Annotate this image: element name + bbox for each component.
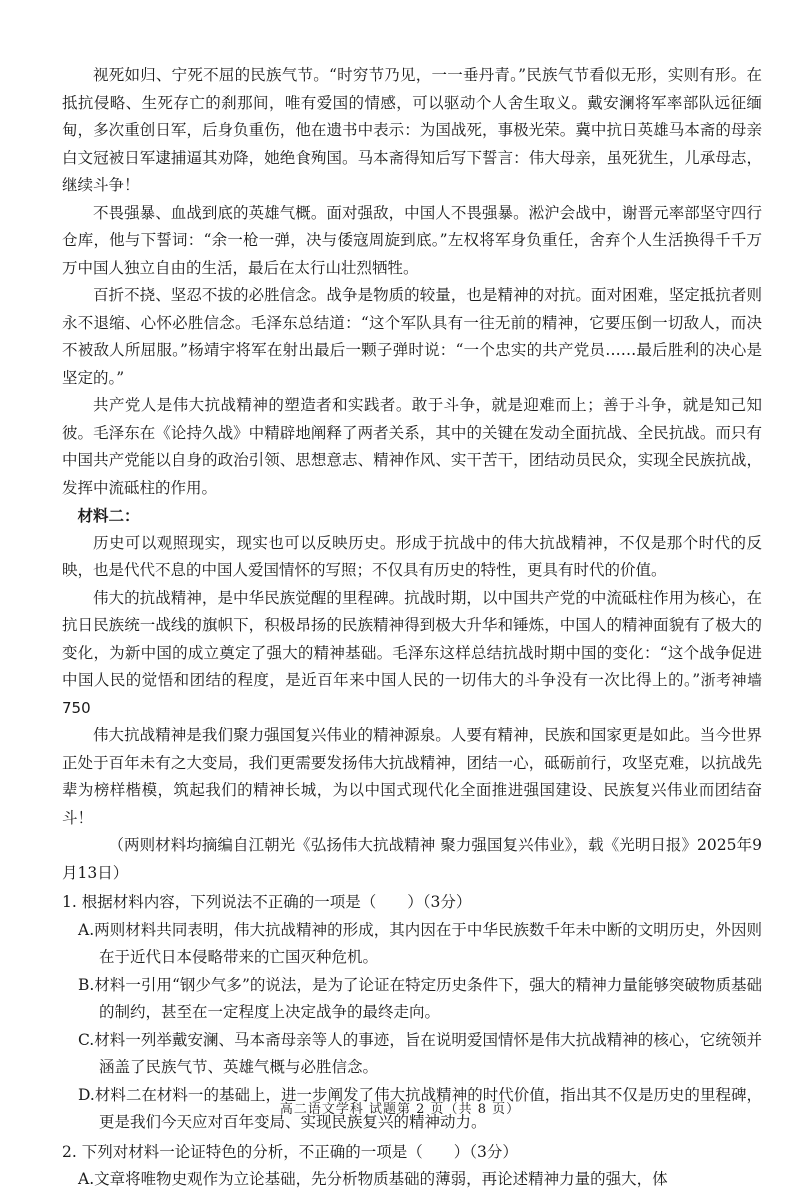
option-letter: C. xyxy=(78,1030,95,1049)
question-number: 2. xyxy=(62,1142,77,1161)
question-stem-text: 下列对材料一论证特色的分析，不正确的一项是（ ）（3分） xyxy=(81,1142,518,1161)
option-text: 材料一引用“钢少气多”的说法，是为了论证在特定历史条件下，强大的精神力量能够突破物质基础的制约，甚至在一定程度上决定战争的最终走向。 xyxy=(94,975,762,1021)
material-two-paragraph: 伟大抗战精神是我们聚力强国复兴伟业的精神源泉。人要有精神，民族和国家更是如此。当今世界正处于百年未有之大变局，我们更需要发扬伟大抗战精神，团结一心，砥砺前行，攻坚克难，以抗战先辈为榜样楷模，筑起我们的精神长城，为以中国式现代化全面推进强国建设、民族复兴伟业而团结奋斗！ xyxy=(62,726,762,827)
option-letter: A. xyxy=(78,1170,95,1188)
question-1-option-c xyxy=(62,1027,762,1082)
watermark-stamp: 浙考神墙750 xyxy=(62,671,762,717)
option-letter: D. xyxy=(78,1085,95,1104)
material-one-paragraph: 视死如归、宁死不屈的民族气节。“时穷节乃见，一一垂丹青。”民族气节看似无形，实则有形。在抵抗侵略、生死存亡的刹那间，唯有爱国的情感，可以驱动个人舍生取义。戴安澜将军率部队远征缅甸，多次重创日军，后身负重伤，他在遗书中表示：为国战死，事极光荣。冀中抗日英雄马本斋的母亲白文冠被日军逮捕逼其劝降，她绝食殉国。马本斋得知后写下誓言：伟大母亲，虽死犹生，儿承母志，继续斗争！ xyxy=(62,66,762,194)
material-two-heading: 材料二： xyxy=(77,506,140,525)
material-two-paragraph-text: 伟大的抗战精神，是中华民族觉醒的里程碑。抗战时期，以中国共产党的中流砥柱作用为核心，在抗日民族统一战线的旗帜下，积极昂扬的民族精神得到极大升华和锤炼，中国人的精神面貌有了极大的变化，为新中国的成立奠定了强大的精神基础。毛泽东这样总结抗战时期中国的变化：“这个战争促进中国人民的觉悟和团结的程度，是近百年来中国人民的一切伟大的斗争没有一次比得上的。” xyxy=(62,588,762,689)
option-letter: A. xyxy=(78,920,95,939)
question-1-option-b xyxy=(62,972,762,1027)
option-text: 材料一列举戴安澜、马本斋母亲等人的事迹，旨在说明爱国情怀是伟大抗战精神的核心，它统领并涵盖了民族气节、英雄气概与必胜信念。 xyxy=(94,1030,762,1076)
page-footer: 高二语文学科 试题第 2 页（共 8 页） xyxy=(279,1102,521,1117)
question-number: 1. xyxy=(62,893,77,911)
question-2-stem xyxy=(62,1139,762,1167)
question-2-option-a xyxy=(62,1166,762,1194)
material-two-paragraph: 历史可以观照现实，现实也可以反映历史。形成于抗战中的伟大抗战精神，不仅是那个时代的反映，也是代代不息的中国人爱国情怀的写照；不仅具有历史的特性，更具有时代的价值。 xyxy=(62,533,762,579)
page-content xyxy=(62,62,762,1194)
material-one-paragraph: 不畏强暴、血战到底的英雄气概。面对强敌，中国人不畏强暴。淞沪会战中，谢晋元率部坚守四行仓库，他与下誓词：“余一枪一弹，决与倭寇周旋到底。”左权将军身负重任，舍弃个人生活换得千千万万中国人独立自由的生活，最后在太行山壮烈牺牲。 xyxy=(62,203,762,277)
option-letter: B. xyxy=(78,975,95,994)
material-one-paragraph: 百折不挠、坚忍不拔的必胜信念。战争是物质的较量，也是精神的对抗。面对困难，坚定抵抗者则永不退缩、心怀必胜信念。毛泽东总结道：“这个军队具有一往无前的精神，它要压倒一切敌人，而决不被敌人所屈服。”杨靖宇将军在射出最后一颗子弹时说：“一个忠实的共产党员……最后胜利的决心是坚定的。” xyxy=(62,286,762,387)
question-stem-text: 根据材料内容，下列说法不正确的一项是（ ）（3分） xyxy=(81,893,472,911)
material-one-paragraph: 共产党人是伟大抗战精神的塑造者和实践者。敢于斗争，就是迎难而上；善于斗争，就是知己知彼。毛泽东在《论持久战》中精辟地阐释了两者关系，其中的关键在发动全面抗战、全民抗战。而只有中国共产党能以自身的政治引领、思想意志、精神作风、实干苦干，团结动员民众，实现全民族抗战，发挥中流砥柱的作用。 xyxy=(62,396,762,497)
option-text: 文章将唯物史观作为立论基础，先分析物质基础的薄弱，再论述精神力量的强大，体 xyxy=(94,1170,668,1188)
option-text: 两则材料共同表明，伟大抗战精神的形成，其内因在于中华民族数千年未中断的文明历史，外因则在于近代日本侵略带来的亡国灭种危机。 xyxy=(94,920,762,966)
option-text: 材料二在材料一的基础上，进一步阐发了伟大抗战精神的时代价值，指出其不仅是历史的里程碑，更是我们今天应对百年变局、实现民族复兴的精神动力。 xyxy=(94,1085,762,1131)
source-citation: （两则材料均摘编自江朝光《弘扬伟大抗战精神 聚力强国复兴伟业》，载《光明日报》2025年9月13日） xyxy=(62,836,762,882)
question-1-option-a xyxy=(62,917,762,972)
material-two-paragraph xyxy=(62,585,762,723)
question-1-stem xyxy=(62,889,762,917)
